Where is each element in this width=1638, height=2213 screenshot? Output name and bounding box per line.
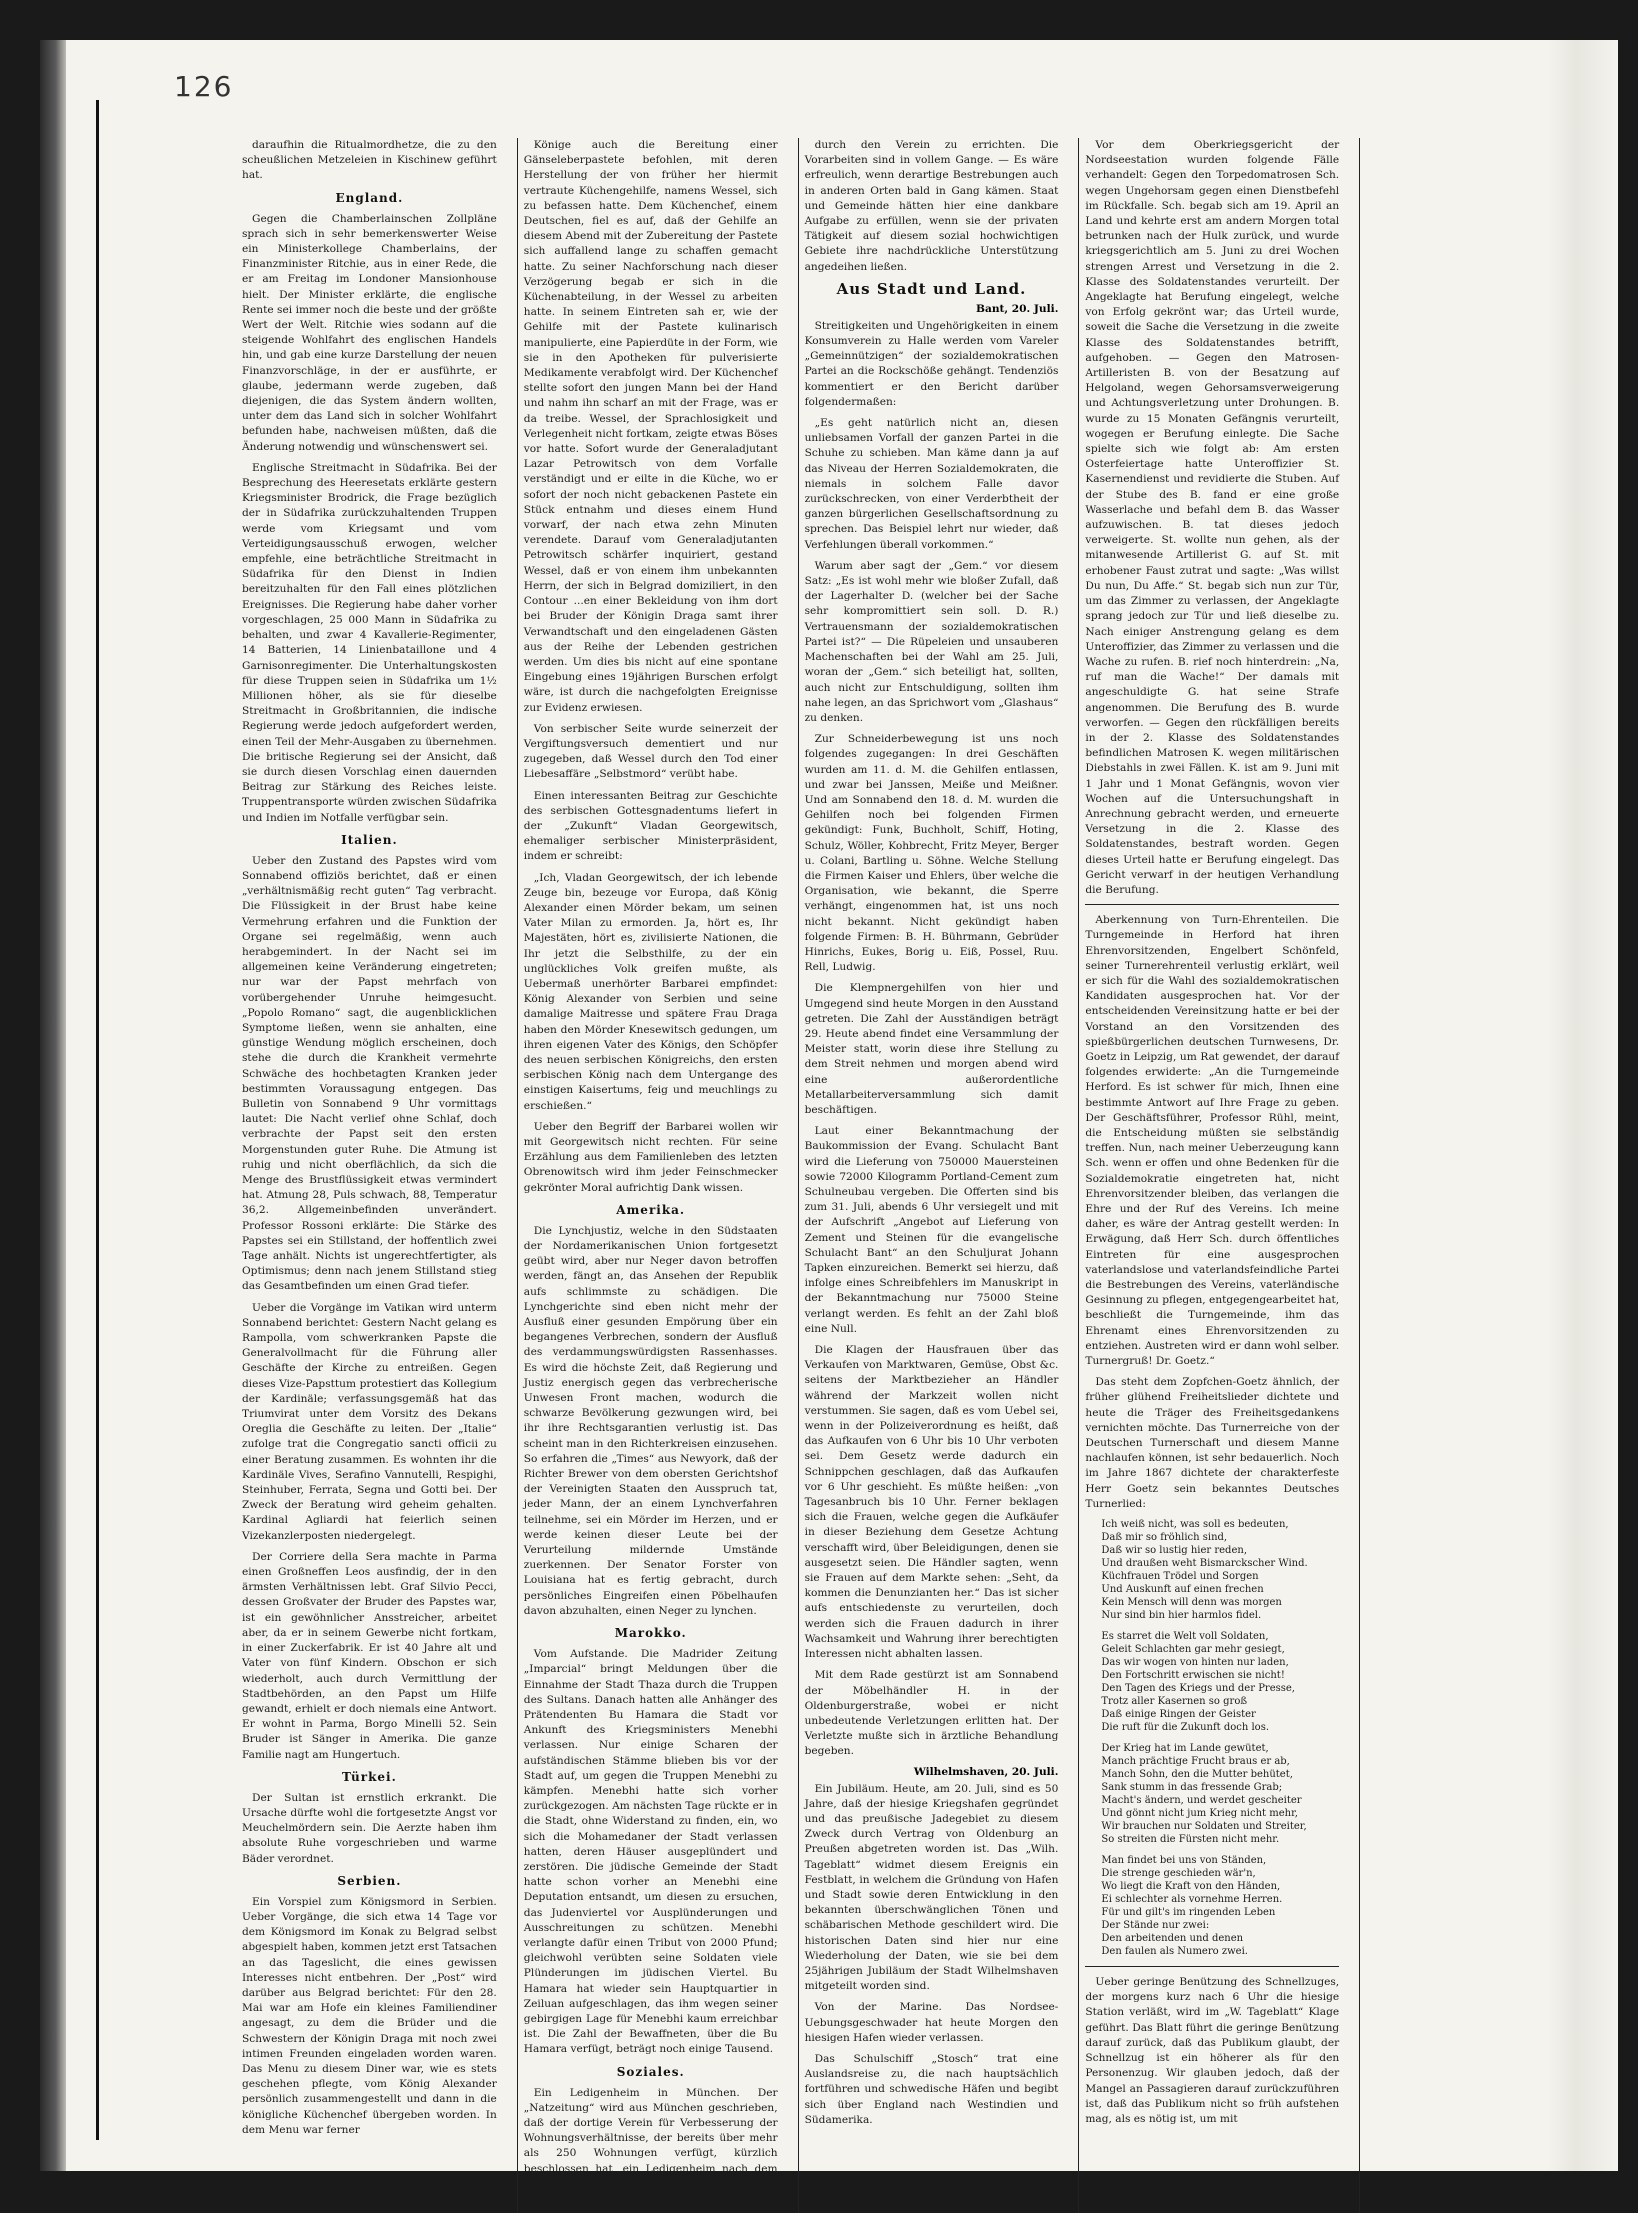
section-divider bbox=[1085, 904, 1339, 905]
article-paragraph: Der Sultan ist ernstlich erkrankt. Die Ursache dürfte wohl die fortgesetzte Angst vor Meuchelmördern sein. Die Aerzte haben ihm absolute Ruhe vorgeschrieben und warme Bäder verordnet. bbox=[242, 1791, 497, 1865]
article-paragraph: Ueber die Vorgänge im Vatikan wird unterm Sonnabend berichtet: Gestern Nacht gelang es Rampolla, vom schwerkranken Papste die Generalvollmacht für die Führung aller Geschäfte der Kirche zu entreißen. Gegen dieses Vize-Papsttum protestiert das Kollegium der Kardinäle; verfassungsgemäß hat das Triumvirat unter dem Vorsitz des Dekans Oreglia die Geschäfte zu leiten. Der „Italie“ zufolge trat die Congregatio sancti officii zu einer Beratung zusammen. Es wohnten ihr die Kardinäle Vives, Serafino Vannutelli, Respighi, Steinhuber, Ferrata, Segna und Gotti bei. Der Zweck der Beratung wird geheim gehalten. Kardinal Agliardi hat feierlich seinen Vizekanzlerposten niedergelegt. bbox=[242, 1301, 497, 1542]
article-paragraph: durch den Verein zu errichten. Die Vorarbeiten sind in vollem Gange. — Es wäre erfreulich, wenn derartige Bestrebungen auch in anderen Orten bald in Gang kämen. Staat und Gemeinde hätten hier eine dankbare Aufgabe zu erfüllen, wenn sie der privaten Tätigkeit auf diesem sozial hochwichtigen Gebiete ihre nachdrückliche Unterstützung angedeihen ließen. bbox=[804, 139, 1059, 273]
article-paragraph: Das Schulschiff „Stosch“ trat eine Auslandsreise zu, die nach hauptsächlich fortführen und schwedische Häfen und begibt sich über England nach Westindien und Südamerika. bbox=[804, 2052, 1059, 2126]
article-paragraph: Ein Vorspiel zum Königsmord in Serbien. Ueber Vorgänge, die sich etwa 14 Tage vor dem Königsmord im Konak zu Belgrad selbst abgespielt haben, kommen jetzt erst Tatsachen an das Tageslicht, die eines gewissen Interesses nicht entbehren. Der „Post“ wird darüber aus Belgrad berichtet: Für den 28. Mai war am Hofe ein kleines Familiendiner angesagt, zu dem die Brüder und die Schwestern der Königin Draga mit noch zwei intimen Freunden eingeladen worden waren. Das Menu zu diesem Diner war, wie es stets geschehen pflegte, vom König Alexander persönlich zusammengestellt und dann in die königliche Küchenchef übergeben worden. In dem Menu war ferner bbox=[242, 1895, 497, 2136]
section-heading: Serbien. bbox=[337, 1873, 402, 1888]
article-paragraph: daraufhin die Ritualmordhetze, die zu den scheußlichen Metzeleien in Kischinew geführt hat. bbox=[242, 139, 497, 182]
article-paragraph: Einen interessanten Beitrag zur Geschichte des serbischen Gottesgnadentums liefert in der „Zukunft“ Vladan Georgewitsch, ehemaliger serbischer Ministerpräsident, indem er schreibt: bbox=[523, 789, 778, 863]
section-divider bbox=[1085, 1966, 1339, 1967]
column-3 bbox=[798, 138, 1065, 2213]
section-heading: Marokko. bbox=[614, 1626, 687, 1641]
column-2 bbox=[517, 138, 784, 2213]
section-heading: Soziales. bbox=[616, 2064, 685, 2079]
newspaper-page bbox=[40, 40, 1618, 2205]
article-paragraph: Vom Aufstande. Die Madrider Zeitung „Imparcial“ bringt Meldungen über die Einnahme der Stadt Thaza durch die Truppen des Sultans. Danach hatten alle Anhänger des Prätendenten Bu Hamara die Stadt vor Ankunft des Kriegsministers Menebhi verlassen. Nur einige Scharen der aufständischen Stämme blieben bis vor der Stadt auf, um gegen die Truppen Menebhi zu kämpfen. Menebhi hatte sich vorher zurückgezogen. Am nächsten Tage rückte er in die Stadt, ohne Widerstand zu finden, ein, wo sich die Mohamedaner der Stadt verlassen hatten, deren Häuser ausgeplündert und zerstören. Die jüdische Gemeinde der Stadt hatte schon vorher an Menebhi eine Deputation entsandt, um diesen zu ersuchen, das Judenviertel vor Ausplünderungen und Ausschreitungen zu schützen. Menebhi verlangte dafür einen Tribut von 2000 Pfund; gleichwohl verübten seine Soldaten viele Plünderungen im jüdischen Viertel. Bu Hamara hat wieder sein Hauptquartier in Zeiluan aufgeschlagen, das ihm wegen seiner gebirgigen Lage für Menebhi kaum erreichbar ist. Die Zahl der Bewaffneten, über die Bu Hamara verfügt, beträgt noch einige Tausend. bbox=[523, 1648, 778, 2056]
dateline: Bant, 20. Juli. bbox=[976, 302, 1059, 315]
article-paragraph: Ueber den Zustand des Papstes wird vom Sonnabend offiziös berichtet, daß er einen „verhältnismäßig recht guten“ Tag verbracht. Die Flüssigkeit in der Brust habe keine Vermehrung erfahren und die Funktion der Organe sei regelmäßig, wenn auch herabgemindert. In der Nacht sei im allgemeinen keine Veränderung eingetreten; nur war der Papst mehrfach von vorübergehender Unruhe heimgesucht. „Popolo Romano“ sagt, die augenblicklichen Symptome ließen, wenn sie anhalten, eine günstige Wendung möglich erscheinen, doch stehe die durch die Krankheit vermehrte Schwäche des hochbetagten Kranken jeder bestimmten Voraussagung entgegen. Das Bulletin von Sonnabend 9 Uhr vormittags lautet: Die Nacht verlief ohne Schlaf, doch verbrachte der Papst seit den ersten Morgenstunden guter Ruhe. Die Atmung ist ruhig und nicht oberflächlich, da sich die Menge des Brustflüssigkeit etwas vermindert hat. Atmung 28, Puls schwach, 88, Temperatur 36,2. Allgemeinbefinden unverändert. Professor Rossoni erklärte: Die Stärke des Papstes sei ein Stillstand, der hoffentlich zwei Tage anhält. Nichts ist ungerechtfertigter, als Optimismus; denn nach jenem Stillstand stieg das Gesamtbefinden um einen Grad tiefer. bbox=[242, 854, 497, 1293]
page-fold-shadow bbox=[1548, 40, 1618, 2171]
section-heading: Aus Stadt und Land. bbox=[836, 279, 1027, 298]
article-paragraph: „Ich, Vladan Georgewitsch, der ich lebende Zeuge bin, bezeuge vor Europa, daß König Alexander einen Mörder bekam, um seinen Vater Milan zu ermorden. Ja, hört es, Ihr Majestäten, hört es, zivilisierte Nationen, die Ihr jetzt die Selbsthilfe, zu der ein unglückliches Volk greifen mußte, als Uebermaß unerhörter Barbarei empfindet: König Alexander von Serbien und seine damalige Maitresse und spätere Frau Draga haben den Mörder Knesewitsch gedungen, um ihren eigenen Vater des Königs, den Schöpfer des neuen serbischen Königreichs, den ersten serbischen König nach dem Untergange des einstigen Kaisertums, feig und meuchlings zu erschießen.“ bbox=[523, 871, 778, 1112]
article-paragraph: Gegen die Chamberlainschen Zollpläne sprach sich in sehr bemerkenswerter Weise ein Ministerkollege Chamberlains, der Finanzminister Ritchie, aus in einer Rede, die er am Freitag im Londoner Mansionhouse hielt. Der Minister erklärte, die englische Rente sei immer noch die beste und der größte Wert der Welt. Ritchie wies sodann auf die steigende Wohlfahrt des englischen Handels hin, und gab eine kurze Darstellung der neuen Finanzvorschläge, in der er ausführte, er glaube, jedermann werde zugeben, daß diejenigen, die das System ändern wollten, unter dem das Land sich in solcher Wohlfahrt befunden habe, nachweisen müßten, daß die Änderung notwendig und wünschenswert sei. bbox=[242, 212, 497, 453]
article-paragraph: Das steht dem Zopfchen-Goetz ähnlich, der früher glühend Freiheitslieder dichtete und heute die Träger des Freiheitsgedankens vernichten möchte. Das Turnerreiche von der Deutschen Turnerschaft und diesem Manne nachlaufen können, ist sehr bedauerlich. Noch im Jahre 1867 dichtete der charakterfeste Herr Goetz sein bekanntes Deutsches Turnerlied: bbox=[1085, 1376, 1340, 1510]
poem-stanza: Der Krieg hat im Lande gewütet, Manch prächtige Frucht braus er ab, Manch Sohn, den die Mutter behütet, Sank stumm in das fressende Grab; Macht's ändern, und werdet gescheiter Und gönnt nicht jum Krieg nicht mehr, Wir brauchen nur Soldaten und Streiter, So streiten die Fürsten nicht mehr. bbox=[1101, 1743, 1307, 1846]
article-paragraph: Zur Schneiderbewegung ist uns noch folgendes zugegangen: In drei Geschäften wurden am 11. d. M. die Gehilfen entlassen, und zwar bei Janssen, Meiße und Meißner. Und am Sonnabend den 18. d. M. wurden die Gehilfen noch bei folgenden Firmen gekündigt: Funk, Buchholt, Schiff, Hoting, Schulz, Wöller, Kohbrecht, Fritz Meyer, Berger u. Colani, Bartling u. Söhne. Welche Stellung die Firmen Kaiser und Ehlers, über welche die Organisation, wie bekannt, die Sperre verhängt, eingenommen hat, ist uns noch nicht bekannt. Nicht gekündigt haben folgende Firmen: B. H. Bührmann, Gebrüder Hinrichs, Eukes, Borig u. Eiß, Possel, Ruu. Rell, Ludwig. bbox=[804, 733, 1059, 974]
page-number: 126 bbox=[174, 70, 234, 103]
poem-stanza: Man findet bei uns von Ständen, Die strenge geschieden wär'n, Wo liegt die Kraft von den Händen, Ei schlechter als vornehme Herren. Für und gilt's im ringenden Leben Der Stände nur zwei: Den arbeitenden und denen Den faulen als Numero zwei. bbox=[1101, 1855, 1283, 1958]
article-paragraph: Könige auch die Bereitung einer Gänseleberpastete befohlen, mit deren Herstellung der von früher her hiermit vertraute Küchengehilfe, namens Wessel, sich zu befassen hatte. Dem Küchenchef, einem Deutschen, fiel es auf, daß der Gehilfe an diesem Abend mit der Zubereitung der Pastete sich auffallend lange zu schaffen gemacht hatte. Zu seiner Nachforschung nach dieser Verzögerung begab er sich in die Küchenabteilung, in der Wessel zu arbeiten hatte. In seinem Eintreten sah er, wie der Gehilfe mit der Pastete kulinarisch manipulierte, eine Papierdüte in der Form, wie sie in den Apotheken für pulverisierte Medikamente verabfolgt wird. Der Küchenchef stellte sofort den jungen Mann bei der Hand und nahm ihn scharf an mit der Frage, was er da treibe. Wessel, der Sprachlosigkeit und Verlegenheit nicht fortkam, zeigte etwas Böses vor hatte. Sofort wurde der Generaladjutant Lazar Petrowitsch von dem Vorfalle verständigt und er eilte in die Küche, wo er sofort der noch nicht gebackenen Pastete ein Stück entnahm und dieses einem Hund vorwarf, der nach etwa zehn Minuten verendete. Darauf vom Generaladjutanten Petrowitsch schärfer inquiriert, gestand Wessel, daß er von einem ihm unbekannten Herrn, der sich in Belgrad domiziliert, in den Contour ...en einer Bekleidung von ihm dort bei Bruder der Königin Draga samt ihrer Verwandtschaft und den eingeladenen Gästen aus der Reihe der Lebenden gestrichen werden. Um dies bis nicht auf eine spontane Eingebung eines 19jährigen Burschen erfolgt wäre, ist durch die nachgefolgten Ereignisse zur Evidenz erwiesen. bbox=[523, 139, 778, 714]
article-paragraph: Aberkennung von Turn-Ehrenteilen. Die Turngemeinde in Herford hat ihren Ehrenvorsitzenden, Engelbert Schönfeld, seiner Turnerehrenteil verlustig erklärt, weil er sich für die Wahl des sozialdemokratischen Kandidaten ausgesprochen hat. Vor der entscheidenden Vereinsitzung hatte er bei der Vorstand an den Vorsitzenden des spießbürgerlichen deutschen Turnwesens, Dr. Goetz in Leipzig, um Rat gewendet, der darauf folgendes erwiderte: „An die Turngemeinde Herford. Es ist schwer für mich, Ihnen eine bestimmte Antwort auf Ihre Frage zu geben. Der Geschäftsführer, Professor Rühl, meint, die Entscheidung müßten sie selbständig treffen. Nun, nach meiner Ueberzeugung kann Sch. wenn er offen und ohne Bedenken für die Sozialdemokratie eingetreten hat, nicht Ehrenvorsitzender bleiben, das verlangen die Ehre und der Ruf des Vereins. Ich meine daher, es wäre der Antrag gestellt werden: In Erwägung, daß Herr Sch. durch öffentliches Eintreten für eine ausgesprochen vaterlandslose und vaterlandsfeindliche Partei die Bestrebungen des Vereins, vaterländische Gesinnung zu pflegen, entgegengearbeitet hat, beschließt die Turngemeinde, ihm das Ehrenamt eines Ehrenvorsitzenden zu entziehen. Austreten wird er dann wohl selber. Turnergruß! Dr. Goetz.“ bbox=[1085, 914, 1340, 1368]
article-paragraph: Laut einer Bekanntmachung der Baukommission der Evang. Schulacht Bant wird die Lieferung von 750000 Mauersteinen sowie 72000 Kilogramm Portland-Cement zum Schulneubau vergeben. Die Offerten sind bis zum 31. Juli, abends 6 Uhr versiegelt und mit der Aufschrift „Angebot auf Lieferung von Zement und Steinen für die evangelische Schulacht Bant“ an den Schuljurat Johann Tapken einzureichen. Bemerkt sei hierzu, daß infolge eines Schreibfehlers im Manuskript in der Bekanntmachung nur 75000 Steine verlangt werden. Es fehlt an der Zahl bloß eine Null. bbox=[804, 1125, 1059, 1335]
article-paragraph: Von serbischer Seite wurde seinerzeit der Vergiftungsversuch dementiert und nur zugegeben, daß Wessel durch den Tod einer Liebesaffäre „Selbstmord“ verübt habe. bbox=[523, 722, 778, 781]
section-heading: England. bbox=[335, 190, 404, 205]
poem-stanza: Ich weiß nicht, was soll es bedeuten, Daß mir so fröhlich sind, Daß wir so lustig hier reden, Und draußen weht Bismarckscher Wind. Küchfrauen Trödel und Sorgen Und Auskunft auf einen frechen Kein Mensch will denn was morgen Nur sind bin hier harmlos fidel. bbox=[1101, 1519, 1308, 1622]
article-paragraph: Die Lynchjustiz, welche in den Südstaaten der Nordamerikanischen Union fortgesetzt geübt wird, aber nur Neger davon betroffen werden, fängt an, das Ansehen der Republik aufs schlimmste zu schädigen. Die Lynchgerichte sind eben nicht mehr der Ausfluß einer gesunden Empörung über ein begangenes Verbrechen, sondern der Ausfluß des verdammungswürdigsten Rassenhasses. Es wird die höchste Zeit, daß Regierung und Justiz energisch gegen das verbrecherische Unwesen Front machen, wodurch die schwarze Bevölkerung gezwungen wird, bei ihr ihre Rechtsgarantien verlustig ist. Das scheint man in den Richterkreisen einzusehen. So erfahren die „Times“ aus Newyork, daß der Richter Brewer von dem obersten Gerichtshof der Vereinigten Staaten den Ausspruch tat, jeder Mann, der an einem Lynchverfahren teilnehme, sei ein Mörder im Herzen, und er werde keinen dieser Leute bei der Verurteilung mildernde Umstände zuerkennen. Der Senator Forster von Louisiana hat es fertig gebracht, durch persönliches Eingreifen einen Pöbelhaufen davon abzuhalten, einen Neger zu lynchen. bbox=[523, 1224, 778, 1617]
book-binding bbox=[40, 40, 66, 2171]
article-paragraph: Die Klempnergehilfen von hier und Umgegend sind heute Morgen in den Ausstand getreten. Die Zahl der Ausständigen beträgt 29. Heute abend findet eine Versammlung der Meister statt, worin diese ihre Stellung zu dem Streit nehmen und morgen abend wird eine außerordentliche Metallarbeiterversammlung sich damit beschäftigen. bbox=[804, 982, 1059, 1116]
article-paragraph: Vor dem Oberkriegsgericht der Nordseestation wurden folgende Fälle verhandelt: Gegen den Torpedomatrosen Sch. wegen Ungehorsam gegen einen Dienstbefehl im Rückfalle. Sch. begab sich am 19. April an Land und kehrte erst am andern Morgen total betrunken nach der Hulk zurück, und wurde kriegsgerichtlich am 5. Juni zu drei Wochen strengen Arrest und Versetzung in die 2. Klasse des Soldatenstandes verurteilt. Der Angeklagte hat Berufung eingelegt, welche von Erfolg gekrönt war; das Urteil wurde, soweit die Sache die Versetzung in die zweite Klasse des Soldatenstandes betrifft, aufgehoben. — Gegen den Matrosen-Artilleristen B. von der Besatzung auf Helgoland, wegen Gehorsamsverweigerung und Achtungsverletzung unter Drohungen. B. wurde zu 15 Monaten Gefängnis verurteilt, wogegen er Berufung einlegte. Die Sache spielte sich wie folgt ab: Am ersten Osterfeiertage hatte Unteroffizier St. Kasernendienst und revidierte die Stuben. Auf der Stube des B. fand er eine große Wasserlache und befahl dem B. das Wasser aufzuwischen. B. tat dieses jedoch verweigerte. St. wollte nun gehen, als der mitanwesende Artillerist G. auf St. mit erhobener Faust zutrat und sagte: „Was willst Du nun, Du Affe.“ St. begab sich nun zur Tür, um das Zimmer zu verlassen, der Angeklagte sprang jedoch zur Tür und ließ dieselbe zu. Nach einiger Anstrengung gelang es dem Unteroffizier, das Zimmer zu verlassen und die Wache zu rufen. B. rief noch hinterdrein: „Na, ruf man die Wache!“ Der damals mit angeschuldigte G. hat seine Strafe angenommen. Die Berufung des B. wurde verworfen. — Gegen den rückfälligen bereits in der 2. Klasse des Soldatenstandes befindlichen Matrosen K. wegen militärischen Diebstahls in zwei Fällen. K. ist am 9. Juni mit 1 Jahr und 1 Monat Gefängnis, wovon vier Wochen auf die Untersuchungshaft in Anrechnung gebracht werden, und erneuerte Versetzung in die 2. Klasse des Soldatenstandes, bestraft worden. Gegen dieses Urteil hatte er Berufung eingelegt. Das Gericht verwarf in der heutigen Verhandlung die Berufung. bbox=[1085, 139, 1340, 896]
article-paragraph: Ein Jubiläum. Heute, am 20. Juli, sind es 50 Jahre, daß der hiesige Kriegshafen gegründet und das preußische Jadegebiet zu diesem Zweck durch Vertrag von Oldenburg an Preußen abgetreten worden ist. Das „Wilh. Tageblatt“ widmet diesem Ereignis ein Festblatt, in welchem die Gründung von Hafen und Stadt sowie deren Entwicklung in den bekannten überschwänglichen Tönen und schäbarischen Methode geschildert wird. Die historischen Daten sind hier nur eine Wiederholung der Daten, wie sie bei dem 25jährigen Jubiläum der Stadt Wilhelmshaven mitgeteilt worden sind. bbox=[804, 1782, 1059, 1993]
column-4 bbox=[1078, 138, 1345, 2213]
article-paragraph: Streitigkeiten und Ungehörigkeiten in einem Konsumverein zu Halle werden vom Vareler „Gemeinnützigen“ der sozialdemokratischen Partei an die Rockschöße gehängt. Tendenziös kommentiert er den Bericht darüber folgendermaßen: bbox=[804, 319, 1059, 408]
article-paragraph: Der Corriere della Sera machte in Parma einen Großneffen Leos ausfindig, der in den ärmsten Verhältnissen lebt. Graf Silvio Pecci, dessen Großvater der Bruder des Papstes war, ist ein gewöhnlicher Ansstreicher, arbeitet aber, da er in seinem Gewerbe nicht fortkam, in einer Zuckerfabrik. Er ist 40 Jahre alt und Vater von fünf Kindern. Obschon er sich wiederholt, auch durch Vermittlung der Stadtbehörden, an den Papst um Hilfe gewandt, erhielt er doch niemals eine Antwort. Er wohnt in Parma, Borgo Minelli 52. Sein Bruder ist Sänger in Amerika. Die ganze Familie nagt am Hungertuch. bbox=[242, 1550, 497, 1761]
section-heading: Türkei. bbox=[342, 1769, 397, 1784]
article-paragraph: Warum aber sagt der „Gem.“ vor diesem Satz: „Es ist wohl mehr wie bloßer Zufall, daß der Lagerhalter D. (welcher bei der Sache sehr kompromittiert sein soll. D. R.) Vertrauensmann der sozialdemokratischen Partei ist?“ — Die Rüpeleien und unsauberen Machenschaften bei der Wahl am 25. Juli, woran der „Gem.“ sich beteiligt hat, sollten, auch nicht zur Entschuldigung, sollten ihm nahe legen, an das Sprichwort vom „Glashaus“ zu denken. bbox=[804, 559, 1059, 724]
article-paragraph: „Es geht natürlich nicht an, diesen unliebsamen Vorfall der ganzen Partei in die Schuhe zu schieben. Man käme dann ja auf das Niveau der Herren Sozialdemokraten, die niemals in solchem Falle davor zurückschrecken, von einer Verderbtheit der ganzen bürgerlichen Gesellschaftsordnung zu sprechen. Das Beispiel lehrt nur wieder, daß Verfehlungen überall vorkommen.“ bbox=[804, 417, 1059, 551]
article-paragraph: Von der Marine. Das Nordsee-Uebungsgeschwader hat heute Morgen den hiesigen Hafen wieder verlassen. bbox=[804, 2001, 1059, 2044]
binding-edge-line bbox=[96, 100, 99, 2140]
column-1 bbox=[236, 138, 503, 2213]
article-paragraph: Die Klagen der Hausfrauen über das Verkaufen von Marktwaren, Gemüse, Obst &c. seitens der Marktbezieher an Händler während der Markzeit wollen nicht verstummen. Sie sagen, daß es vom Uebel sei, wenn in der Polizeiverordnung es heißt, daß das Aufkaufen von 6 Uhr bis 10 Uhr verboten sei. Dem Gesetz werde dadurch ein Schnippchen geschlagen, daß das Aufkaufen vor 6 Uhr geschieht. Es müßte heißen: „von Tagesanbruch bis 10 Uhr. Ferner beklagen sich die Frauen, welche gegen die Aufkäufer in dieser Beziehung dem Gesetze Achtung verschafft wird, über Beleidigungen, denen sie ausgesetzt seien. Die Händler sagten, wenn sie Frauen auf dem Markte sehen: „Seht, da kommen die Denunzianten her.“ Das ist sicher aufs entschiedenste zu verurteilen, doch werden sich die Frauen dadurch in ihrer Wachsamkeit und Wahrung ihrer berechtigten Interessen nicht abhalten lassen. bbox=[804, 1344, 1059, 1661]
article-paragraph: Ueber geringe Benützung des Schnellzuges, der morgens kurz nach 6 Uhr die hiesige Station verläßt, wird im „W. Tageblatt“ Klage geführt. Das Blatt führt die geringe Benützung darauf zurück, daß das Publikum glaubt, der Schnellzug ist ein höherer als für den Personenzug. Wir glauben jedoch, daß der Mangel an Passagieren darauf zurückzuführen ist, daß das Publikum nicht so früh aufstehen mag, als es nötig ist, um mit bbox=[1085, 1976, 1340, 2125]
poem-stanza: Es starret die Welt voll Soldaten, Geleit Schlachten gar mehr gesiegt, Das wir wogen von hinten nur laden, Den Fortschritt erwischen sie nicht! Den Tagen des Kriegs und der Presse, Trotz aller Kasernen so groß Daß einige Ringen der Geister Die ruft für die Zukunft doch los. bbox=[1101, 1631, 1295, 1734]
section-heading: Amerika. bbox=[616, 1202, 686, 1217]
text-columns bbox=[236, 138, 1626, 2205]
article-paragraph: Ein Ledigenheim in München. Der „Natzeitung“ wird aus München geschrieben, daß der dortige Verein für Verbesserung der Wohnungsverhältnisse, der bereits über mehr als 250 Wohnungen verfügt, kürzlich beschlossen hat, ein Ledigenheim nach dem Muster des Mailänder Albergo popolare und zwar unter Verwaltung bbox=[523, 2086, 778, 2205]
dateline: Wilhelmshaven, 20. Juli. bbox=[913, 1765, 1059, 1778]
article-paragraph: Ueber den Begriff der Barbarei wollen wir mit Georgewitsch nicht rechten. Für seine Erzählung aus dem Familienleben des letzten Obrenowitsch wird ihm jeder Feinschmecker gekrönter Moral aufrichtig Dank wissen. bbox=[523, 1120, 778, 1194]
article-paragraph: Englische Streitmacht in Südafrika. Bei der Besprechung des Heeresetats erklärte gestern Kriegsminister Brodrick, die Frage bezüglich der in Südafrika zurückzuhaltenden Truppen werde vom Kriegsamt und vom Verteidigungsausschuß erwogen, welcher empfehle, eine beträchtliche Streitmacht in Südafrika für den Dienst in Indien bereitzuhalten für den Fall eines plötzlichen Ereignisses. Die Regierung habe daher vorher vorgeschlagen, 25 000 Mann in Südafrika zu behalten, und zwar 4 Kavallerie-Regimenter, 14 Batterien, 14 Linienbataillone und 4 Garnisonregimenter. Die Unterhaltungskosten für diese Truppen seien in Südafrika um 1½ Millionen höher, als sie für dieselbe Streitmacht in Großbritannien, die indische Regierung werde jedoch aufgefordert werden, einen Teil der Mehr-Ausgaben zu übernehmen. Die britische Regierung sei der Ansicht, daß sie durch diesen Vorschlag einen dauernden Beitrag zur Stärkung des Reiches leiste. Truppentransporte würden zwischen Südafrika und Indien im Notfalle verfügbar sein. bbox=[242, 461, 497, 824]
section-heading: Italien. bbox=[341, 832, 398, 847]
article-paragraph: Mit dem Rade gestürzt ist am Sonnabend der Möbelhändler H. in der Oldenburgerstraße, wobei er nicht unbedeutende Verletzungen erlitten hat. Der Verletzte mußte sich in ärztliche Behandlung begeben. bbox=[804, 1669, 1059, 1758]
